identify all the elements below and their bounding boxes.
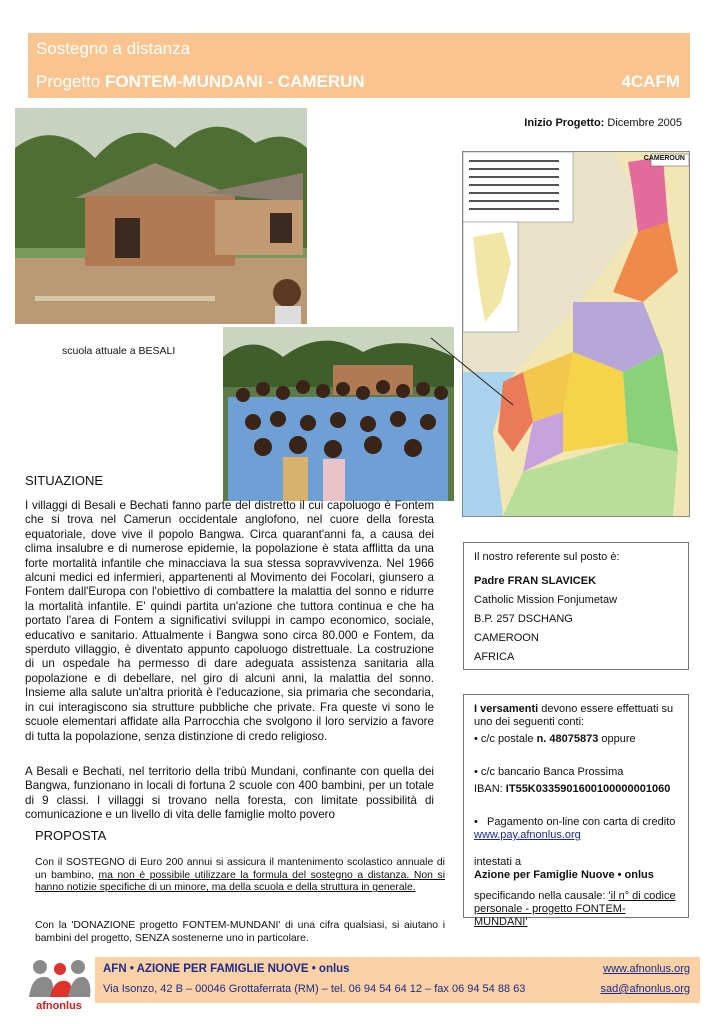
header-band (28, 33, 690, 98)
referent-line-3: CAMEROON (474, 632, 539, 644)
situation-title: SITUAZIONE (25, 473, 104, 488)
postal-account: • c/c postale n. 48075873 oppure (474, 733, 636, 745)
logo-text: afnonlus (36, 1000, 82, 1012)
village-house-photo (15, 108, 307, 324)
situation-para-1: I villaggi di Besali e Bechati fanno parte del distretto il cui capoluogo è Fontem che si trova nel Camerun occidentale anglofono, nel cuore della foresta equatoriale, dove vive il popolo Bangwa. Circa quarant'anni fa, a causa dei clima insalubre e di numerose epidemie, la popolazione è stata afflitta da una forte mortalità infantile che minacciava la sua stessa sopravvivenza. Nel 1966 alcuni medici ed infermieri, appartenenti al Movimento dei Focolari, giunsero a Fontem dall'Europa con l'obiettivo di combattere la malattia del sonno e ridurre la mortalità infantile. E' quindi partita un'azione che tuttora continua e che ha portato l'area di Fontem a significativi sviluppi in campo economico, sociale, educativo e sanitario. Attualmente i Bangwa sono circa 80.000 e Fontem, da sperduto villaggio, è diventato appunto capoluogo distrettuale. La costruzione di un ospedale ha permesso di dare adeguata assistenza sanitaria alla popolazione e di debellare, nel giro di alcuni anni, la malattia del sonno. Insieme alla salute un'altra priorità è l'educazione, sia primaria che secondaria, in cui interagiscono sia strutture pubbliche che private. Fra queste vi sono le scuole elementari affidate alla Parrocchia che svolgono il loro servizio a favore di tutta la popolazione, senza distinzione di credo religioso. (25, 499, 434, 743)
intestati-label: intestati a (474, 856, 522, 868)
footer-website-link[interactable]: www.afnonlus.org (603, 963, 690, 975)
situation-para-2: A Besali e Bechati, nel territorio della tribù Mundani, confinante con quella dei Bangwa, funzionano in locali di fortuna 2 scuole con 400 bambini, per un totale di 9 classi. I villaggi si trovano nella foresta, con limitate possibilità di comunicazione e un livello di vita delle famiglie molto povero (25, 765, 434, 822)
referent-box (463, 542, 689, 670)
bank-account: • c/c bancario Banca Prossima (474, 766, 624, 778)
map-pointer-line (428, 335, 518, 415)
footer-address: Via Isonzo, 42 B – 00046 Grottaferrata (RM) – tel. 06 94 54 64 12 – fax 06 94 54 88 63 (103, 983, 526, 995)
referent-name: Padre FRAN SLAVICEK (474, 575, 597, 587)
map-country-label: CAMEROUN (643, 155, 685, 162)
referent-line-1: Catholic Mission Fonjumetaw (474, 594, 618, 606)
referent-intro: Il nostro referente sul posto è: (474, 551, 620, 563)
photo-caption: scuola attuale a BESALI (62, 345, 176, 357)
iban: IBAN: IT55K0335901600100000001060 (474, 783, 671, 795)
project-start: Inizio Progetto: Dicembre 2005 (524, 117, 682, 129)
afnonlus-logo (26, 957, 92, 1012)
footer-band (95, 957, 700, 1003)
footer-org: AFN • AZIONE PER FAMIGLIE NUOVE • onlus (103, 963, 350, 975)
header-title: Sostegno a distanza (36, 39, 191, 58)
online-payment: • Pagamento on-line con carta di credito (474, 816, 676, 828)
payment-intro: I versamenti devono essere effettuati su uno dei seguenti conti: (474, 703, 674, 728)
causale: specificando nella causale: 'il n° di codice personale - progetto FONTEM-MUNDANI' (474, 890, 676, 928)
children-photo (223, 327, 454, 501)
payment-box (463, 694, 689, 928)
proposal-para-2: Con la 'DONAZIONE progetto FONTEM-MUNDANI' di una cifra qualsiasi, si aiutano i bambini del progetto, SENZA sostenerne uno in particolare. (35, 920, 445, 944)
proposal-para-1: Con il SOSTEGNO di Euro 200 annui si assicura il mantenimento scolastico annuale di un bambino, ma non è possibile utilizzare la formula del sostegno a distanza. Non si hanno notizie specifiche di un minore, ma della scuola e della struttura in generale. (35, 857, 446, 894)
referent-line-4: AFRICA (474, 651, 515, 663)
project-code: 4CAFM (621, 72, 680, 91)
referent-line-2: B.P. 257 DSCHANG (474, 613, 573, 625)
intestatario: Azione per Famiglie Nuove • onlus (474, 869, 654, 881)
footer-email-link[interactable]: sad@afnonlus.org (600, 983, 690, 995)
cameroon-map (462, 151, 690, 517)
proposal-title: PROPOSTA (35, 828, 107, 843)
online-payment-link[interactable]: www.pay.afnonlus.org (474, 829, 581, 841)
project-title: Progetto FONTEM-MUNDANI - CAMERUN (36, 72, 365, 91)
